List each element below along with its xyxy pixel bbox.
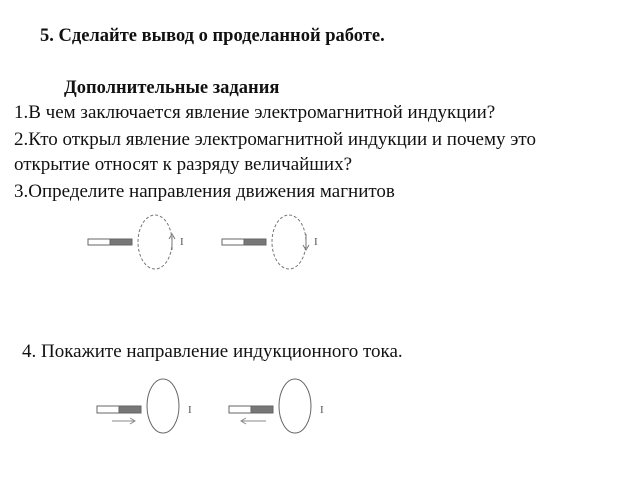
current-arrow-up-icon (169, 234, 175, 250)
bar-magnet (222, 239, 266, 245)
motion-arrow-right-icon (112, 418, 135, 424)
coil-loop (138, 215, 172, 269)
additional-tasks-heading: Дополнительные задания (64, 78, 280, 98)
coil-loop (272, 215, 306, 269)
figure-magnet-coil-1 (80, 212, 200, 272)
coil-loop (279, 379, 311, 433)
figure-magnet-coil-4 (222, 376, 342, 438)
question-1: 1.В чем заключается явление электромагнитной индукции? (14, 102, 496, 123)
current-label: I (180, 236, 184, 248)
figure-magnet-coil-2 (214, 212, 334, 272)
motion-arrow-left-icon (241, 418, 266, 424)
question-2-line-1: 2.Кто открыл явление электромагнитной индукции и почему это (14, 129, 536, 150)
question-3: 3.Определите направления движения магнитов (14, 181, 395, 202)
bar-magnet (229, 406, 273, 413)
current-arrow-down-icon (303, 234, 309, 250)
current-label: I (320, 404, 324, 416)
task-5-title: 5. Сделайте вывод о проделанной работе. (40, 26, 385, 46)
bar-magnet (97, 406, 141, 413)
question-2-line-2: открытие относят к разряду величайших? (14, 154, 353, 175)
bar-magnet (88, 239, 132, 245)
current-label: I (188, 404, 192, 416)
current-label: I (314, 236, 318, 248)
coil-loop (147, 379, 179, 433)
figure-magnet-coil-3 (90, 376, 210, 438)
question-4: 4. Покажите направление индукционного тока. (22, 341, 403, 362)
